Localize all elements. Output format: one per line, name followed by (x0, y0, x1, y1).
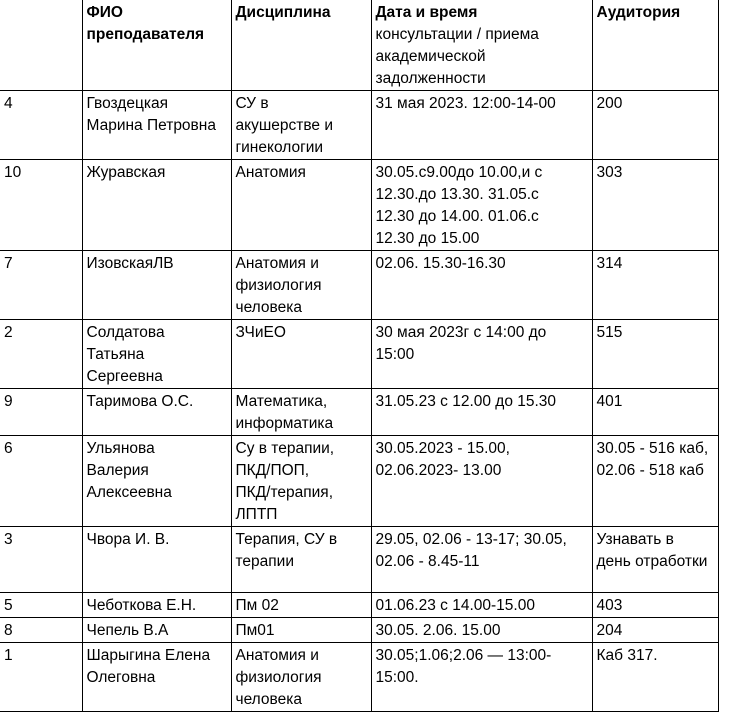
table-row (0, 160, 718, 251)
cell-num: 7 (0, 251, 82, 320)
cell-discipline: Анатомия и физиология человека (231, 643, 371, 712)
header-room: Аудитория (592, 0, 718, 91)
cell-datetime: 30.05;1.06;2.06 — 13:00- 15:00. (371, 643, 592, 712)
cell-room: 515 (592, 320, 718, 389)
cell-datetime: 31.05.23 с 12.00 до 15.30 (371, 389, 592, 436)
table-body (0, 91, 718, 712)
header-row (0, 0, 718, 91)
cell-teacher: Чвора И. В. (82, 527, 231, 593)
cell-discipline: СУ в акушерстве и гинекологии (231, 91, 371, 160)
cell-datetime: 30 мая 2023г с 14:00 до 15:00 (371, 320, 592, 389)
cell-num: 3 (0, 527, 82, 593)
table-row (0, 527, 718, 593)
cell-discipline: Анатомия (231, 160, 371, 251)
header-datetime-subtitle: консультации / приема академической задолженности (375, 26, 539, 87)
cell-discipline: Пм01 (231, 618, 371, 643)
cell-num: 9 (0, 389, 82, 436)
header-datetime-title: Дата и время (375, 4, 478, 21)
table-row (0, 436, 718, 527)
table-row (0, 320, 718, 389)
cell-discipline: Математика, информатика (231, 389, 371, 436)
cell-room: 204 (592, 618, 718, 643)
table-row (0, 618, 718, 643)
table-row (0, 643, 718, 712)
cell-room: 200 (592, 91, 718, 160)
cell-num: 10 (0, 160, 82, 251)
cell-datetime: 31 мая 2023. 12:00-14-00 (371, 91, 592, 160)
cell-room: Каб 317. (592, 643, 718, 712)
cell-teacher: Солдатова Татьяна Сергеевна (82, 320, 231, 389)
cell-num: 8 (0, 618, 82, 643)
cell-teacher: Журавская (82, 160, 231, 251)
table-row (0, 593, 718, 618)
cell-teacher: Ульянова Валерия Алексеевна (82, 436, 231, 527)
cell-num: 6 (0, 436, 82, 527)
cell-num: 1 (0, 643, 82, 712)
cell-teacher: Чепель В.А (82, 618, 231, 643)
cell-teacher: Чеботкова Е.Н. (82, 593, 231, 618)
cell-room: 30.05 - 516 каб, 02.06 - 518 каб (592, 436, 718, 527)
cell-discipline: Терапия, СУ в терапии (231, 527, 371, 593)
cell-room: 314 (592, 251, 718, 320)
cell-datetime: 30.05.с9.00до 10.00,и с 12.30.до 13.30. 31.05.с 12.30 до 14.00. 01.06.с 12.30 до 15.00 (371, 160, 592, 251)
cell-room: Узнавать в день отработки (592, 527, 718, 593)
header-datetime (371, 0, 592, 91)
cell-teacher: Гвоздецкая Марина Петровна (82, 91, 231, 160)
cell-teacher: ИзовскаяЛВ (82, 251, 231, 320)
cell-datetime: 30.05. 2.06. 15.00 (371, 618, 592, 643)
cell-datetime: 30.05.2023 - 15.00, 02.06.2023- 13.00 (371, 436, 592, 527)
cell-room: 303 (592, 160, 718, 251)
cell-teacher: Таримова О.С. (82, 389, 231, 436)
cell-num: 2 (0, 320, 82, 389)
cell-datetime: 01.06.23 с 14.00-15.00 (371, 593, 592, 618)
header-teacher: ФИО преподавателя (82, 0, 231, 91)
table-row (0, 389, 718, 436)
cell-num: 5 (0, 593, 82, 618)
cell-datetime: 29.05, 02.06 - 13-17; 30.05, 02.06 - 8.45-11 (371, 527, 592, 593)
header-discipline: Дисциплина (231, 0, 371, 91)
cell-num: 4 (0, 91, 82, 160)
cell-discipline: Су в терапии, ПКД/ПОП, ПКД/терапия, ЛПТП (231, 436, 371, 527)
cell-datetime: 02.06. 15.30-16.30 (371, 251, 592, 320)
cell-discipline: ЗЧиЕО (231, 320, 371, 389)
header-num (0, 0, 82, 91)
cell-room: 403 (592, 593, 718, 618)
table-row (0, 91, 718, 160)
cell-teacher: Шарыгина Елена Олеговна (82, 643, 231, 712)
cell-discipline: Анатомия и физиология человека (231, 251, 371, 320)
table-row (0, 251, 718, 320)
cell-discipline: Пм 02 (231, 593, 371, 618)
cell-room: 401 (592, 389, 718, 436)
